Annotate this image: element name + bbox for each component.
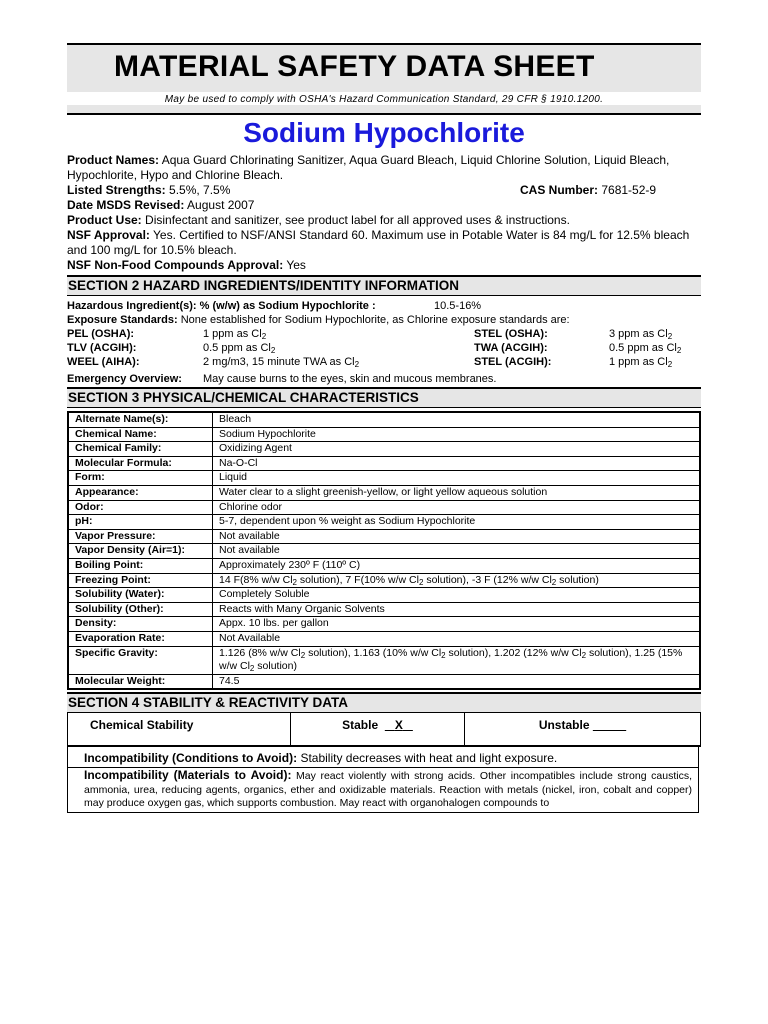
emergency-overview-label: Emergency Overview: — [67, 373, 182, 385]
stable-mark: X — [394, 718, 403, 733]
property-value: Oxidizing Agent — [213, 442, 701, 457]
property-row — [68, 485, 700, 500]
property-name: Alternate Name(s): — [68, 412, 213, 427]
emergency-overview-value: May cause burns to the eyes, skin and mucous membranes. — [203, 373, 497, 385]
hazardous-ingredient-row — [67, 299, 701, 313]
property-row — [68, 602, 700, 617]
property-value: Sodium Hypochlorite — [213, 427, 701, 442]
limit-value-2: 0.5 ppm as $Cl_2$ — [609, 342, 682, 355]
property-name: Appearance: — [68, 485, 213, 500]
property-row — [68, 617, 700, 632]
property-row — [68, 573, 700, 588]
strengths-label: Listed Strengths: — [67, 183, 166, 197]
property-row — [68, 500, 700, 515]
property-name: Solubility (Water): — [68, 588, 213, 603]
property-name: Form: — [68, 471, 213, 486]
use-label: Product Use: — [67, 213, 142, 227]
limit-row — [67, 327, 701, 341]
product-info — [67, 153, 701, 273]
limit-value-2: 1 ppm as $Cl_2$ — [609, 356, 673, 369]
hazardous-ingredient-label: Hazardous Ingredient(s): % (w/w) as Sodium Hypochlorite : — [67, 300, 376, 312]
limit-row — [67, 355, 701, 369]
property-row — [68, 674, 700, 689]
property-value: Chlorine odor — [213, 500, 701, 515]
incompatibility-conditions — [67, 747, 699, 768]
property-row — [68, 412, 700, 427]
conditions-label: Incompatibility (Conditions to Avoid): — [84, 751, 298, 766]
stability-label: Chemical Stability — [68, 713, 291, 745]
property-value: 5-7, dependent upon % weight as Sodium Hypochlorite — [213, 515, 701, 530]
nsf-row — [67, 228, 701, 258]
property-row — [68, 544, 700, 559]
property-name: Vapor Density (Air=1): — [68, 544, 213, 559]
property-name: pH: — [68, 515, 213, 530]
limit-label-2: STEL (ACGIH): — [474, 356, 552, 368]
incompatibility-materials — [67, 768, 699, 813]
document-subtitle: May be used to comply with OSHA's Hazard Communication Standard, 29 CFR § 1910.1200. — [67, 92, 701, 105]
property-name: Molecular Weight: — [68, 674, 213, 689]
stable-cell: Stable X — [291, 713, 465, 745]
property-value: Approximately 230º F (110º C) — [213, 558, 701, 573]
property-row — [68, 529, 700, 544]
property-value: Completely Soluble — [213, 588, 701, 603]
product-title: Sodium Hypochlorite — [243, 117, 525, 148]
stability-row — [68, 713, 700, 746]
property-value: Not available — [213, 544, 701, 559]
property-value: Bleach — [213, 412, 701, 427]
property-row — [68, 631, 700, 646]
property-name: Freezing Point: — [68, 573, 213, 588]
property-value: Liquid — [213, 471, 701, 486]
nsf-label: NSF Approval: — [67, 228, 150, 242]
limit-label: PEL (OSHA): — [67, 328, 135, 340]
use-value: Disinfectant and sanitizer, see product label for all approved uses & instructions. — [145, 213, 570, 227]
limit-value: 2 mg/m3, 15 minute TWA as $Cl_2$ — [203, 356, 360, 369]
property-name: Vapor Pressure: — [68, 529, 213, 544]
product-names-label: Product Names: — [67, 153, 160, 167]
property-value: Reacts with Many Organic Solvents — [213, 602, 701, 617]
section2-header: SECTION 2 HAZARD INGREDIENTS/IDENTITY INFORMATION — [67, 275, 701, 296]
nsf-value: Yes. Certified to NSF/ANSI Standard 60. Maximum use in Potable Water is 84 mg/L for 12.5% bleach and 100 mg/L for 10.5% bleach. — [67, 228, 690, 257]
limit-label: WEEL (AIHA): — [67, 356, 140, 368]
property-row — [68, 456, 700, 471]
emergency-overview-row — [67, 372, 701, 386]
section4-header: SECTION 4 STABILITY & REACTIVITY DATA — [67, 692, 701, 713]
materials-value: May react violently with strong acids. Other incompatibles include strong caustics, ammonia, urea, reducing agents, organics, ether and oxidizable materials. Reaction with metals (nickel, iron, cobalt and copper) may produce oxygen gas, which supports combustion. May react with organohalogen compounds to — [84, 770, 692, 810]
cas-label: CAS Number: — [520, 183, 599, 197]
property-value: 1.126 (8% w/w $Cl_2$ solution), 1.163 (10% w/w $Cl_2$ solution), 1.202 (12% w/w $Cl_2$ solution), 1.25 (15% w/w $Cl_2$ solution) — [213, 646, 701, 674]
property-value: Not available — [213, 529, 701, 544]
document-header — [67, 43, 701, 115]
exposure-standards-value: None established for Sodium Hypochlorite, as Chlorine exposure standards are: — [180, 314, 570, 326]
property-value: Not Available — [213, 631, 701, 646]
revised-row — [67, 198, 701, 213]
property-name: Odor: — [68, 500, 213, 515]
revised-label: Date MSDS Revised: — [67, 198, 185, 212]
materials-label: Incompatibility (Materials to Avoid): — [84, 768, 292, 783]
properties-table — [67, 411, 701, 690]
property-name: Evaporation Rate: — [68, 631, 213, 646]
property-value: Appx. 10 lbs. per gallon — [213, 617, 701, 632]
limit-label-2: TWA (ACGIH): — [474, 342, 548, 354]
product-names — [67, 153, 701, 183]
property-row — [68, 427, 700, 442]
property-value: 74.5 — [213, 674, 701, 689]
nonfood-value: Yes — [286, 258, 306, 272]
property-value: Water clear to a slight greenish-yellow, or light yellow aqueous solution — [213, 485, 701, 500]
limit-value-2: 3 ppm as $Cl_2$ — [609, 328, 673, 341]
property-row — [68, 442, 700, 457]
cas-value: 7681-52-9 — [601, 183, 657, 197]
property-row — [68, 515, 700, 530]
limit-label: TLV (ACGIH): — [67, 342, 137, 354]
property-value: 14 F(8% w/w $Cl_2$ solution), 7 F(10% w/w $Cl_2$ solution), -3 F (12% w/w $Cl_2$ solution) — [213, 573, 701, 588]
revised-value: August 2007 — [187, 198, 255, 212]
property-name: Density: — [68, 617, 213, 632]
conditions-value: Stability decreases with heat and light exposure. — [300, 751, 558, 766]
exposure-standards-label: Exposure Standards: — [67, 314, 178, 326]
limit-row — [67, 341, 701, 355]
limit-value: 0.5 ppm as $Cl_2$ — [203, 342, 276, 355]
property-name: Specific Gravity: — [68, 646, 213, 674]
nonfood-row — [67, 258, 701, 273]
limit-label-2: STEL (OSHA): — [474, 328, 548, 340]
property-name: Chemical Name: — [68, 427, 213, 442]
document-title: MATERIAL SAFETY DATA SHEET — [114, 50, 595, 83]
strengths-row — [67, 183, 701, 198]
property-name: Boiling Point: — [68, 558, 213, 573]
property-name: Molecular Formula: — [68, 456, 213, 471]
property-value: Na-O-Cl — [213, 456, 701, 471]
hazardous-ingredient-value: 10.5-16% — [434, 300, 482, 312]
exposure-standards-row — [67, 313, 701, 327]
property-row — [68, 588, 700, 603]
strengths-value: 5.5%, 7.5% — [169, 183, 231, 197]
stability-table — [67, 713, 701, 747]
property-row — [68, 646, 700, 674]
use-row — [67, 213, 701, 228]
property-row — [68, 558, 700, 573]
nonfood-label: NSF Non-Food Compounds Approval: — [67, 258, 284, 272]
msds-document — [67, 43, 701, 813]
section3-header: SECTION 3 PHYSICAL/CHEMICAL CHARACTERISTICS — [67, 387, 701, 408]
cas-number — [520, 183, 656, 198]
property-name: Solubility (Other): — [68, 602, 213, 617]
property-row — [68, 471, 700, 486]
unstable-cell: Unstable — [538, 718, 590, 733]
product-names-value: Aqua Guard Chlorinating Sanitizer, Aqua Guard Bleach, Liquid Chlorine Solution, Liquid Bleach, Hypochlorite, Hypo and Chlorine Bleach. — [67, 153, 670, 182]
section2-body — [67, 296, 701, 386]
property-name: Chemical Family: — [68, 442, 213, 457]
limit-value: 1 ppm as $Cl_2$ — [203, 328, 267, 341]
